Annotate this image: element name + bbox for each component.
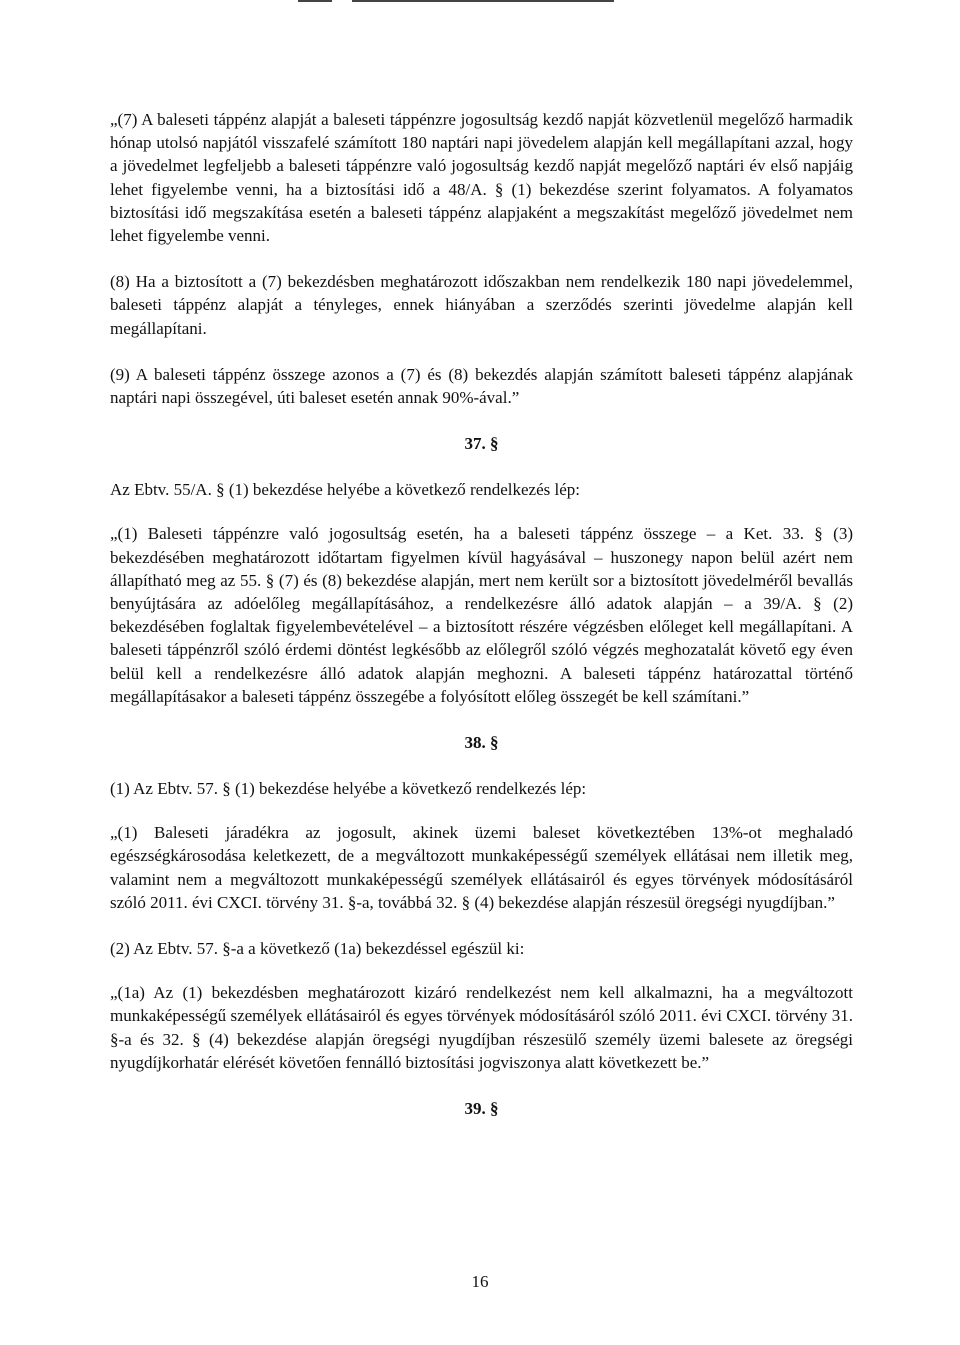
- paragraph-7: „(7) A baleseti táppénz alapját a baleseti táppénzre jogosultság kezdő napját közvetlenül megelőző harmadik hónap utolsó napjától visszafelé számított 180 naptári napi jövedelem alapján kell megállapítani azzal, hogy a jövedelmet legfeljebb a baleseti táppénzre való jogosultság kezdő napját megelőző naptári év első napjáig lehet figyelembe venni, ha a biztosítási idő a 48/A. § (1) bekezdése szerint folyamatos. A folyamatos biztosítási idő megszakítása esetén a baleseti táppénz alapjaként a megszakítást megelőző jövedelmet nem lehet figyelembe venni.: [110, 110, 853, 246]
- section-37-heading: 37. §: [464, 434, 499, 454]
- section-38-text-1: „(1) Baleseti járadékra az jogosult, akinek üzemi baleset következtében 13%-ot meghaladó egészségkárosodása keletkezett, de a megváltozott munkaképességű személyek ellátásai nem illetik meg, valamint nem a megváltozott munkaképességű személyek ellátásairól és egyes törvények módosításáról szóló 2011. évi CXCI. törvény 31. §-a, továbbá 32. § (4) bekezdése alapján részesül öregségi nyugdíjban.”: [110, 823, 853, 912]
- section-38-heading: 38. §: [464, 733, 499, 753]
- section-39-heading: 39. §: [464, 1099, 499, 1119]
- top-rule-right: [352, 0, 614, 2]
- document-page: [110, 108, 853, 1120]
- section-38-intro-1: (1) Az Ebtv. 57. § (1) bekezdése helyébe a következő rendelkezés lép:: [110, 779, 587, 799]
- paragraph-8: (8) Ha a biztosított a (7) bekezdésben meghatározott időszakban nem rendelkezik 180 napi jövedelemmel, baleseti táppénz alapját a tényleges, ennek hiányában a szerződés szerinti jövedelme alapján kell megállapítani.: [110, 272, 853, 338]
- section-38-text-2: „(1a) Az (1) bekezdésben meghatározott kizáró rendelkezést nem kell alkalmazni, ha a megváltozott munkaképességű személyek ellátásairól és egyes törvények módosításáról szóló 2011. évi CXCI. törvény 31. §-a és 32. § (4) bekezdése alapján öregségi nyugdíjban részesülő személy üzemi balesete az öregségi nyugdíjkorhatár elérését követően fennálló biztosítási jogviszonya alatt következett be.”: [110, 983, 853, 1072]
- section-38-intro-2: (2) Az Ebtv. 57. §-a a következő (1a) bekezdéssel egészül ki:: [110, 939, 525, 959]
- section-37-text: „(1) Baleseti táppénzre való jogosultság esetén, ha a baleseti táppénz összege – a Ket. 33. § (3) bekezdésében meghatározott időtartam figyelmen kívül hagyásával – huszonegy napon belül azért nem állapítható meg az 55. § (7) és (8) bekezdése alapján, mert nem került sor a biztosított jövedelméről bevallás benyújtására az adóelőleg megállapításához, a rendelkezésre álló adatok alapján – a 39/A. § (2) bekezdésében foglaltak figyelembevételével – a biztosított részére végzésben előleget kell megállapítani. A baleseti táppénzről szóló érdemi döntést legkésőbb az előlegről szóló végzés meghozatalát követő egy éven belül kell a rendelkezésre álló adatok alapján meghozni. A baleseti táppénz határozattal történő megállapításakor a baleseti táppénz összegébe a folyósított előleg összegét be kell számítani.”: [110, 524, 853, 706]
- top-rule-left: [298, 0, 332, 2]
- page-number: 16: [471, 1272, 489, 1291]
- paragraph-9: (9) A baleseti táppénz összege azonos a (7) és (8) bekezdés alapján számított baleseti táppénz alapjának naptári napi összegével, úti baleset esetén annak 90%-ával.”: [110, 364, 853, 408]
- section-37-intro: Az Ebtv. 55/A. § (1) bekezdése helyébe a következő rendelkezés lép:: [110, 480, 580, 500]
